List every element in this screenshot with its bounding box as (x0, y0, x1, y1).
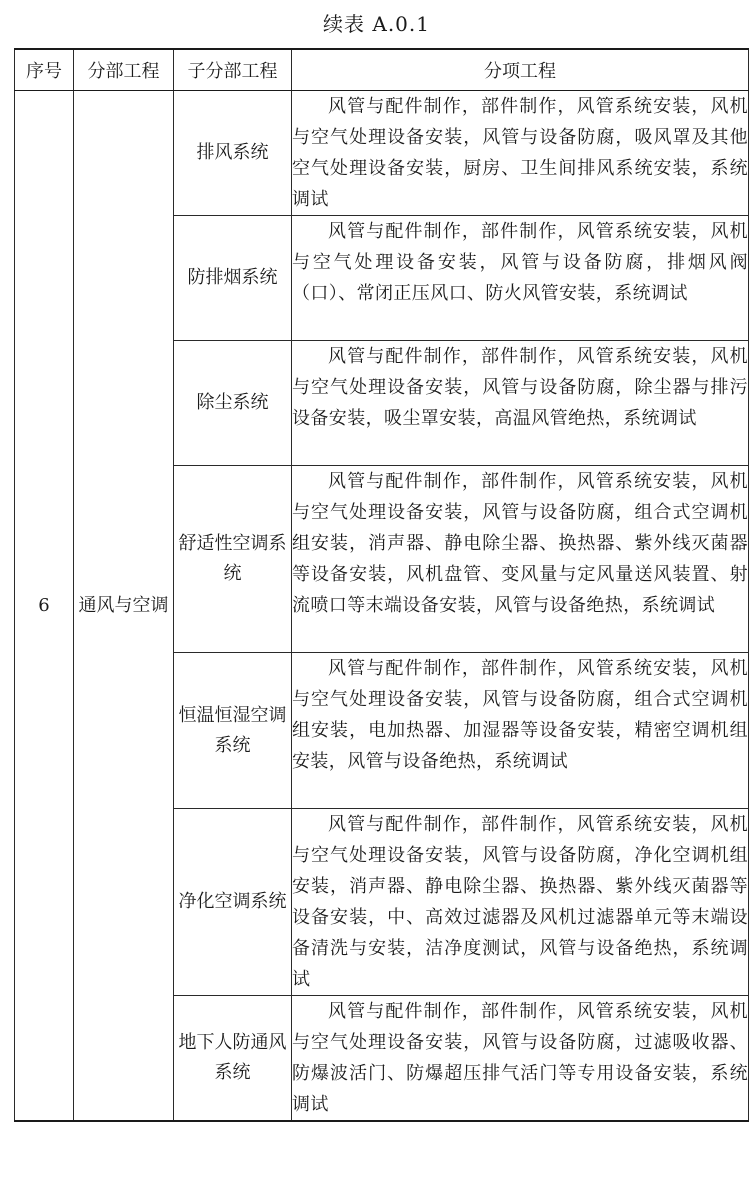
subdivision-cell: 恒温恒湿空调系统 (174, 653, 292, 809)
subdivision-cell: 地下人防通风系统 (174, 996, 292, 1122)
subdivision-cell: 除尘系统 (174, 341, 292, 466)
header-seq: 序号 (15, 49, 74, 91)
subdivision-cell: 排风系统 (174, 91, 292, 216)
table-row (15, 91, 749, 216)
table-body (15, 91, 749, 1122)
items-cell: 风管与配件制作，部件制作，风管系统安装，风机与空气处理设备安装，风管与设备防腐，过滤吸收器、防爆波活门、防爆超压排气活门等专用设备安装，系统调试 (292, 996, 749, 1122)
items-cell: 风管与配件制作，部件制作，风管系统安装，风机与空气处理设备安装，风管与设备防腐，除尘器与排污设备安装，吸尘罩安装，高温风管绝热，系统调试 (292, 341, 749, 466)
items-cell: 风管与配件制作，部件制作，风管系统安装，风机与空气处理设备安装，风管与设备防腐，排烟风阀（口）、常闭正压风口、防火风管安装，系统调试 (292, 216, 749, 341)
seq-cell: 6 (15, 91, 74, 1122)
items-cell: 风管与配件制作，部件制作，风管系统安装，风机与空气处理设备安装，风管与设备防腐，组合式空调机组安装，电加热器、加湿器等设备安装，精密空调机组安装，风管与设备绝热，系统调试 (292, 653, 749, 809)
items-cell: 风管与配件制作，部件制作，风管系统安装，风机与空气处理设备安装，风管与设备防腐，净化空调机组安装，消声器、静电除尘器、换热器、紫外线灭菌器等设备安装，中、高效过滤器及风机过滤器单元等末端设备清洗与安装，洁净度测试，风管与设备绝热，系统调试 (292, 809, 749, 996)
subdivision-table (14, 48, 749, 1122)
items-cell: 风管与配件制作，部件制作，风管系统安装，风机与空气处理设备安装，风管与设备防腐，吸风罩及其他空气处理设备安装，厨房、卫生间排风系统安装，系统调试 (292, 91, 749, 216)
header-row (15, 49, 749, 91)
subdivision-cell: 防排烟系统 (174, 216, 292, 341)
header-subdivision: 子分部工程 (174, 49, 292, 91)
header-items: 分项工程 (292, 49, 749, 91)
subdivision-cell: 净化空调系统 (174, 809, 292, 996)
items-cell: 风管与配件制作，部件制作，风管系统安装，风机与空气处理设备安装，风管与设备防腐，组合式空调机组安装，消声器、静电除尘器、换热器、紫外线灭菌器等设备安装，风机盘管、变风量与定风量送风装置、射流喷口等末端设备安装，风管与设备绝热，系统调试 (292, 466, 749, 653)
table-header (15, 49, 749, 91)
division-cell: 通风与空调 (74, 91, 174, 1122)
table-caption: 续表 A.0.1 (323, 12, 430, 36)
subdivision-cell: 舒适性空调系统 (174, 466, 292, 653)
header-division: 分部工程 (74, 49, 174, 91)
